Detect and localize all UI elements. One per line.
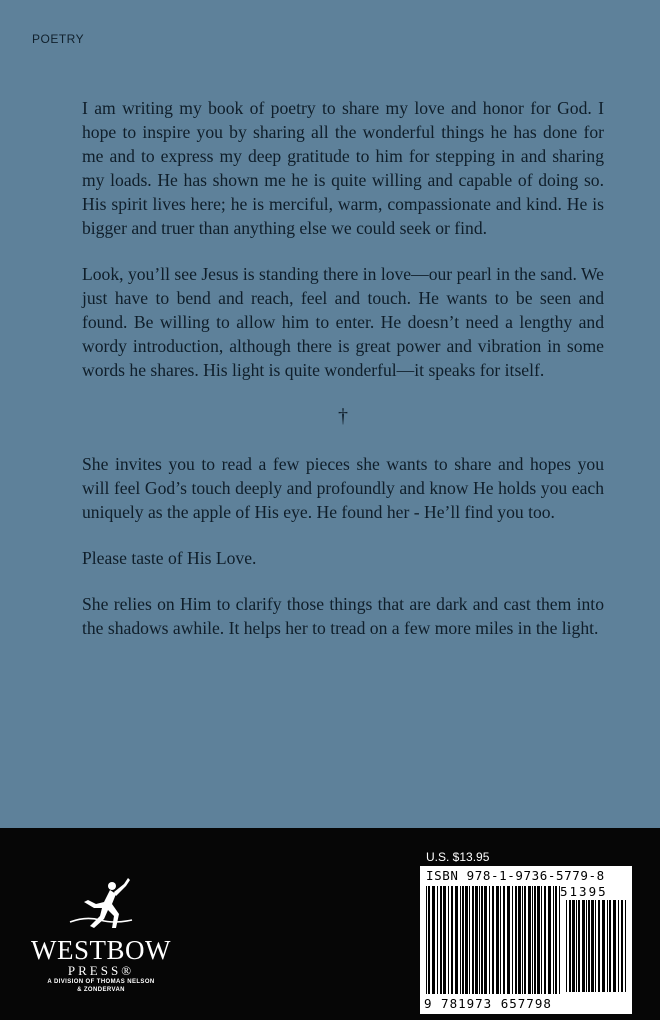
barcode-bar bbox=[443, 886, 446, 994]
genre-label: POETRY bbox=[32, 32, 85, 46]
blurb-paragraph-3: She invites you to read a few pieces she wants to share and hopes you will feel God’s touch deeply and profoundly and know He holds you each uniquely as the apple of His eye. He found her - He’ll find you too. bbox=[82, 454, 604, 522]
barcode-bar bbox=[462, 886, 464, 994]
barcode-bar bbox=[572, 900, 575, 992]
barcode-bar bbox=[492, 886, 494, 994]
blurb-paragraph-1: I am writing my book of poetry to share my love and honor for God. I hope to inspire you by sharing all the wonderful things he has done for me and to express my deep gratitude to him for stepping in and sharing my loads. He has shown me he is quite willing and capable of doing so. His spirit lives here; he is merciful, warm, compassionate and kind. He is bigger and truer than anything else we could seek or find. bbox=[82, 98, 604, 238]
price-label: U.S. $13.95 bbox=[426, 850, 490, 864]
barcode-bar bbox=[566, 900, 567, 992]
barcode-bar bbox=[489, 886, 490, 994]
publisher-division-line-2: & ZONDERVAN bbox=[77, 987, 125, 993]
barcode-bar bbox=[607, 900, 608, 992]
barcode-bar bbox=[428, 886, 430, 994]
barcode-bar bbox=[559, 886, 560, 994]
barcode-bar bbox=[448, 886, 449, 994]
barcode-bar bbox=[569, 900, 571, 992]
barcode-bar bbox=[481, 886, 483, 994]
barcode-bar bbox=[621, 900, 623, 992]
barcode-bar bbox=[524, 886, 526, 994]
publisher-logo bbox=[26, 876, 176, 994]
barcode-bar bbox=[537, 886, 540, 994]
barcode-bar bbox=[479, 886, 480, 994]
barcode-bar bbox=[484, 886, 487, 994]
barcode-bar bbox=[500, 886, 501, 994]
barcode-bar bbox=[440, 886, 442, 994]
barcode-bar bbox=[625, 900, 626, 992]
barcode-bar bbox=[555, 886, 557, 994]
barcode-bar bbox=[534, 886, 536, 994]
barcode-bar bbox=[475, 886, 478, 994]
barcode-bar bbox=[432, 886, 435, 994]
publisher-press: PRESS® bbox=[67, 963, 135, 978]
cross-ornament-icon: † bbox=[338, 405, 348, 427]
barcode-bar bbox=[528, 886, 531, 994]
barcode-bar bbox=[578, 900, 580, 992]
barcode-bar bbox=[451, 886, 453, 994]
blurb-paragraph-4: Please taste of His Love. bbox=[82, 548, 257, 568]
ean-number: 9 781973 657798 bbox=[424, 996, 552, 1011]
barcode-bar bbox=[541, 886, 542, 994]
barcode-bar bbox=[591, 900, 594, 992]
barcode-bar bbox=[602, 900, 605, 992]
dancing-figure-icon bbox=[66, 876, 136, 932]
barcode-bar bbox=[518, 886, 521, 994]
barcode-bar bbox=[582, 900, 585, 992]
barcode-bar bbox=[507, 886, 510, 994]
publisher-division-line-1: A DIVISION OF THOMAS NELSON bbox=[47, 979, 155, 985]
barcode-bar bbox=[426, 886, 427, 994]
barcode-bar bbox=[548, 886, 551, 994]
ean-barcode bbox=[426, 886, 560, 998]
barcode-bar bbox=[618, 900, 619, 992]
barcode-bar bbox=[609, 900, 611, 992]
barcode-bar bbox=[503, 886, 505, 994]
blurb-paragraph-5: She relies on Him to clarify those things that are dark and cast them into the shadows awhile. It helps her to tread on a few more miles in the light. bbox=[82, 594, 604, 638]
barcode-bar bbox=[512, 886, 513, 994]
addon-code: 51395 bbox=[560, 884, 608, 899]
blurb-text bbox=[82, 96, 604, 662]
barcode-bar bbox=[522, 886, 523, 994]
barcode-bar bbox=[532, 886, 533, 994]
barcode-bar bbox=[598, 900, 600, 992]
barcode-bar bbox=[553, 886, 554, 994]
barcode-bar bbox=[586, 900, 587, 992]
barcode-bar bbox=[496, 886, 499, 994]
barcode-bar bbox=[455, 886, 458, 994]
barcode-bar bbox=[460, 886, 461, 994]
barcode-bar bbox=[613, 900, 616, 992]
cover-bottom-band bbox=[0, 828, 660, 1020]
addon-barcode bbox=[566, 900, 626, 996]
blurb-paragraph-2: Look, you’ll see Jesus is standing there in love—our pearl in the sand. We just have to bend and reach, feel and touch. He wants to be seen and found. Be willing to allow him to enter. He doesn’t need a lengthy and wordy introduction, although there is great power and vibration in some words he shares. His light is quite wonderful—it speaks for itself. bbox=[82, 264, 604, 380]
barcode-area bbox=[420, 866, 632, 1014]
publisher-name: WESTBOW bbox=[31, 935, 171, 965]
barcode-bar bbox=[465, 886, 468, 994]
barcode-bar bbox=[437, 886, 438, 994]
barcode-bar bbox=[595, 900, 596, 992]
barcode-bar bbox=[472, 886, 474, 994]
barcode-bar bbox=[576, 900, 577, 992]
barcode-bar bbox=[515, 886, 517, 994]
barcode-bar bbox=[588, 900, 590, 992]
barcode-bar bbox=[544, 886, 546, 994]
isbn-text: ISBN 978-1-9736-5779-8 bbox=[426, 868, 605, 883]
barcode-bar bbox=[469, 886, 470, 994]
